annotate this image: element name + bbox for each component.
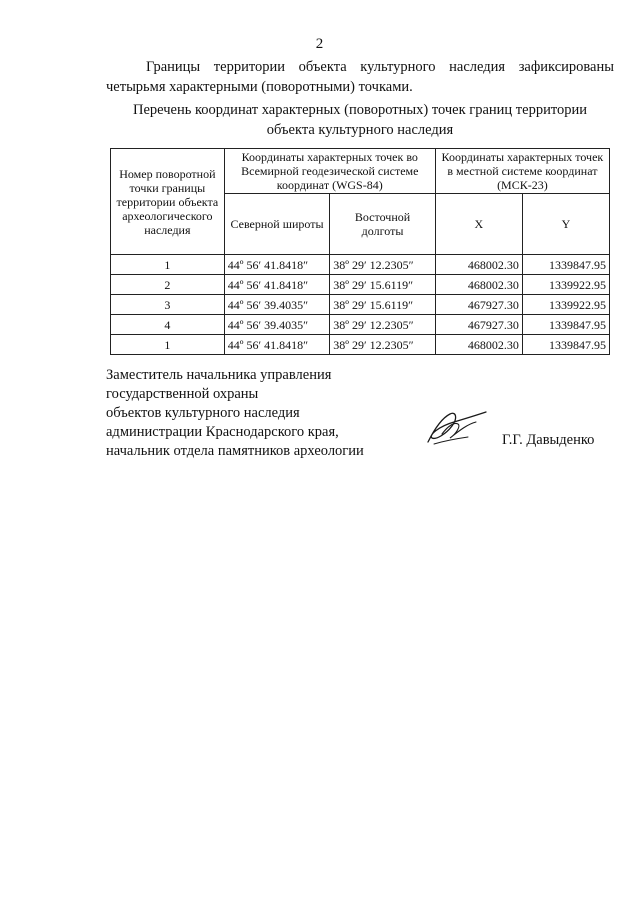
cell-longitude: 38º 29′ 12.2305″ bbox=[330, 255, 436, 275]
cell-y: 1339922.95 bbox=[522, 295, 609, 315]
signatory-title-block bbox=[106, 366, 406, 461]
cell-latitude: 44º 56′ 41.8418″ bbox=[224, 255, 330, 275]
page-number: 2 bbox=[315, 36, 324, 52]
signer-name: Г.Г. Давыденко bbox=[502, 432, 595, 448]
header-longitude: Восточной долготы bbox=[330, 194, 436, 255]
cell-longitude: 38º 29′ 15.6119″ bbox=[330, 275, 436, 295]
cell-point-number: 4 bbox=[111, 315, 225, 335]
cell-latitude: 44º 56′ 41.8418″ bbox=[224, 335, 330, 355]
cell-x: 468002.30 bbox=[435, 255, 522, 275]
coordinates-table bbox=[110, 148, 610, 355]
cell-latitude: 44º 56′ 41.8418″ bbox=[224, 275, 330, 295]
cell-y: 1339922.95 bbox=[522, 275, 609, 295]
cell-point-number: 1 bbox=[111, 255, 225, 275]
table-row bbox=[111, 255, 610, 275]
table-row bbox=[111, 315, 610, 335]
cell-x: 467927.30 bbox=[435, 295, 522, 315]
table-row bbox=[111, 335, 610, 355]
cell-longitude: 38º 29′ 12.2305″ bbox=[330, 335, 436, 355]
header-wgs84-group: Координаты характерных точек во Всемирной геодезической системе координат (WGS-84) bbox=[224, 149, 435, 194]
cell-longitude: 38º 29′ 12.2305″ bbox=[330, 315, 436, 335]
intro-paragraph: Границы территории объекта культурного наследия зафиксированы четырьмя характерными (поворотными) точками. bbox=[106, 59, 614, 95]
signatory-title-line: администрации Краснодарского края, bbox=[106, 424, 339, 440]
header-y: Y bbox=[522, 194, 609, 255]
signatory-title-line: Заместитель начальника управления bbox=[106, 367, 332, 383]
cell-y: 1339847.95 bbox=[522, 335, 609, 355]
header-latitude: Северной широты bbox=[224, 194, 330, 255]
signatory-title-line: объектов культурного наследия bbox=[106, 405, 300, 421]
cell-x: 468002.30 bbox=[435, 275, 522, 295]
cell-point-number: 1 bbox=[111, 335, 225, 355]
cell-latitude: 44º 56′ 39.4035″ bbox=[224, 315, 330, 335]
table-heading-line-1: Перечень координат характерных (поворотных) точек границ территории bbox=[132, 102, 588, 118]
cell-y: 1339847.95 bbox=[522, 315, 609, 335]
table-heading-line-2: объекта культурного наследия bbox=[266, 122, 454, 138]
cell-x: 467927.30 bbox=[435, 315, 522, 335]
header-x: X bbox=[435, 194, 522, 255]
table-row bbox=[111, 295, 610, 315]
cell-y: 1339847.95 bbox=[522, 255, 609, 275]
signatory-title-line: начальник отдела памятников археологии bbox=[106, 443, 364, 459]
signatory-title-line: государственной охраны bbox=[106, 386, 259, 402]
cell-latitude: 44º 56′ 39.4035″ bbox=[224, 295, 330, 315]
handwritten-signature bbox=[424, 404, 488, 448]
cell-longitude: 38º 29′ 15.6119″ bbox=[330, 295, 436, 315]
cell-point-number: 3 bbox=[111, 295, 225, 315]
table-heading bbox=[110, 100, 610, 140]
header-msk23-group: Координаты характерных точек в местной системе координат (МСК-23) bbox=[435, 149, 609, 194]
cell-point-number: 2 bbox=[111, 275, 225, 295]
header-point-number: Номер поворотной точки границы территории объекта археологического наследия bbox=[111, 149, 225, 255]
table-row bbox=[111, 275, 610, 295]
cell-x: 468002.30 bbox=[435, 335, 522, 355]
